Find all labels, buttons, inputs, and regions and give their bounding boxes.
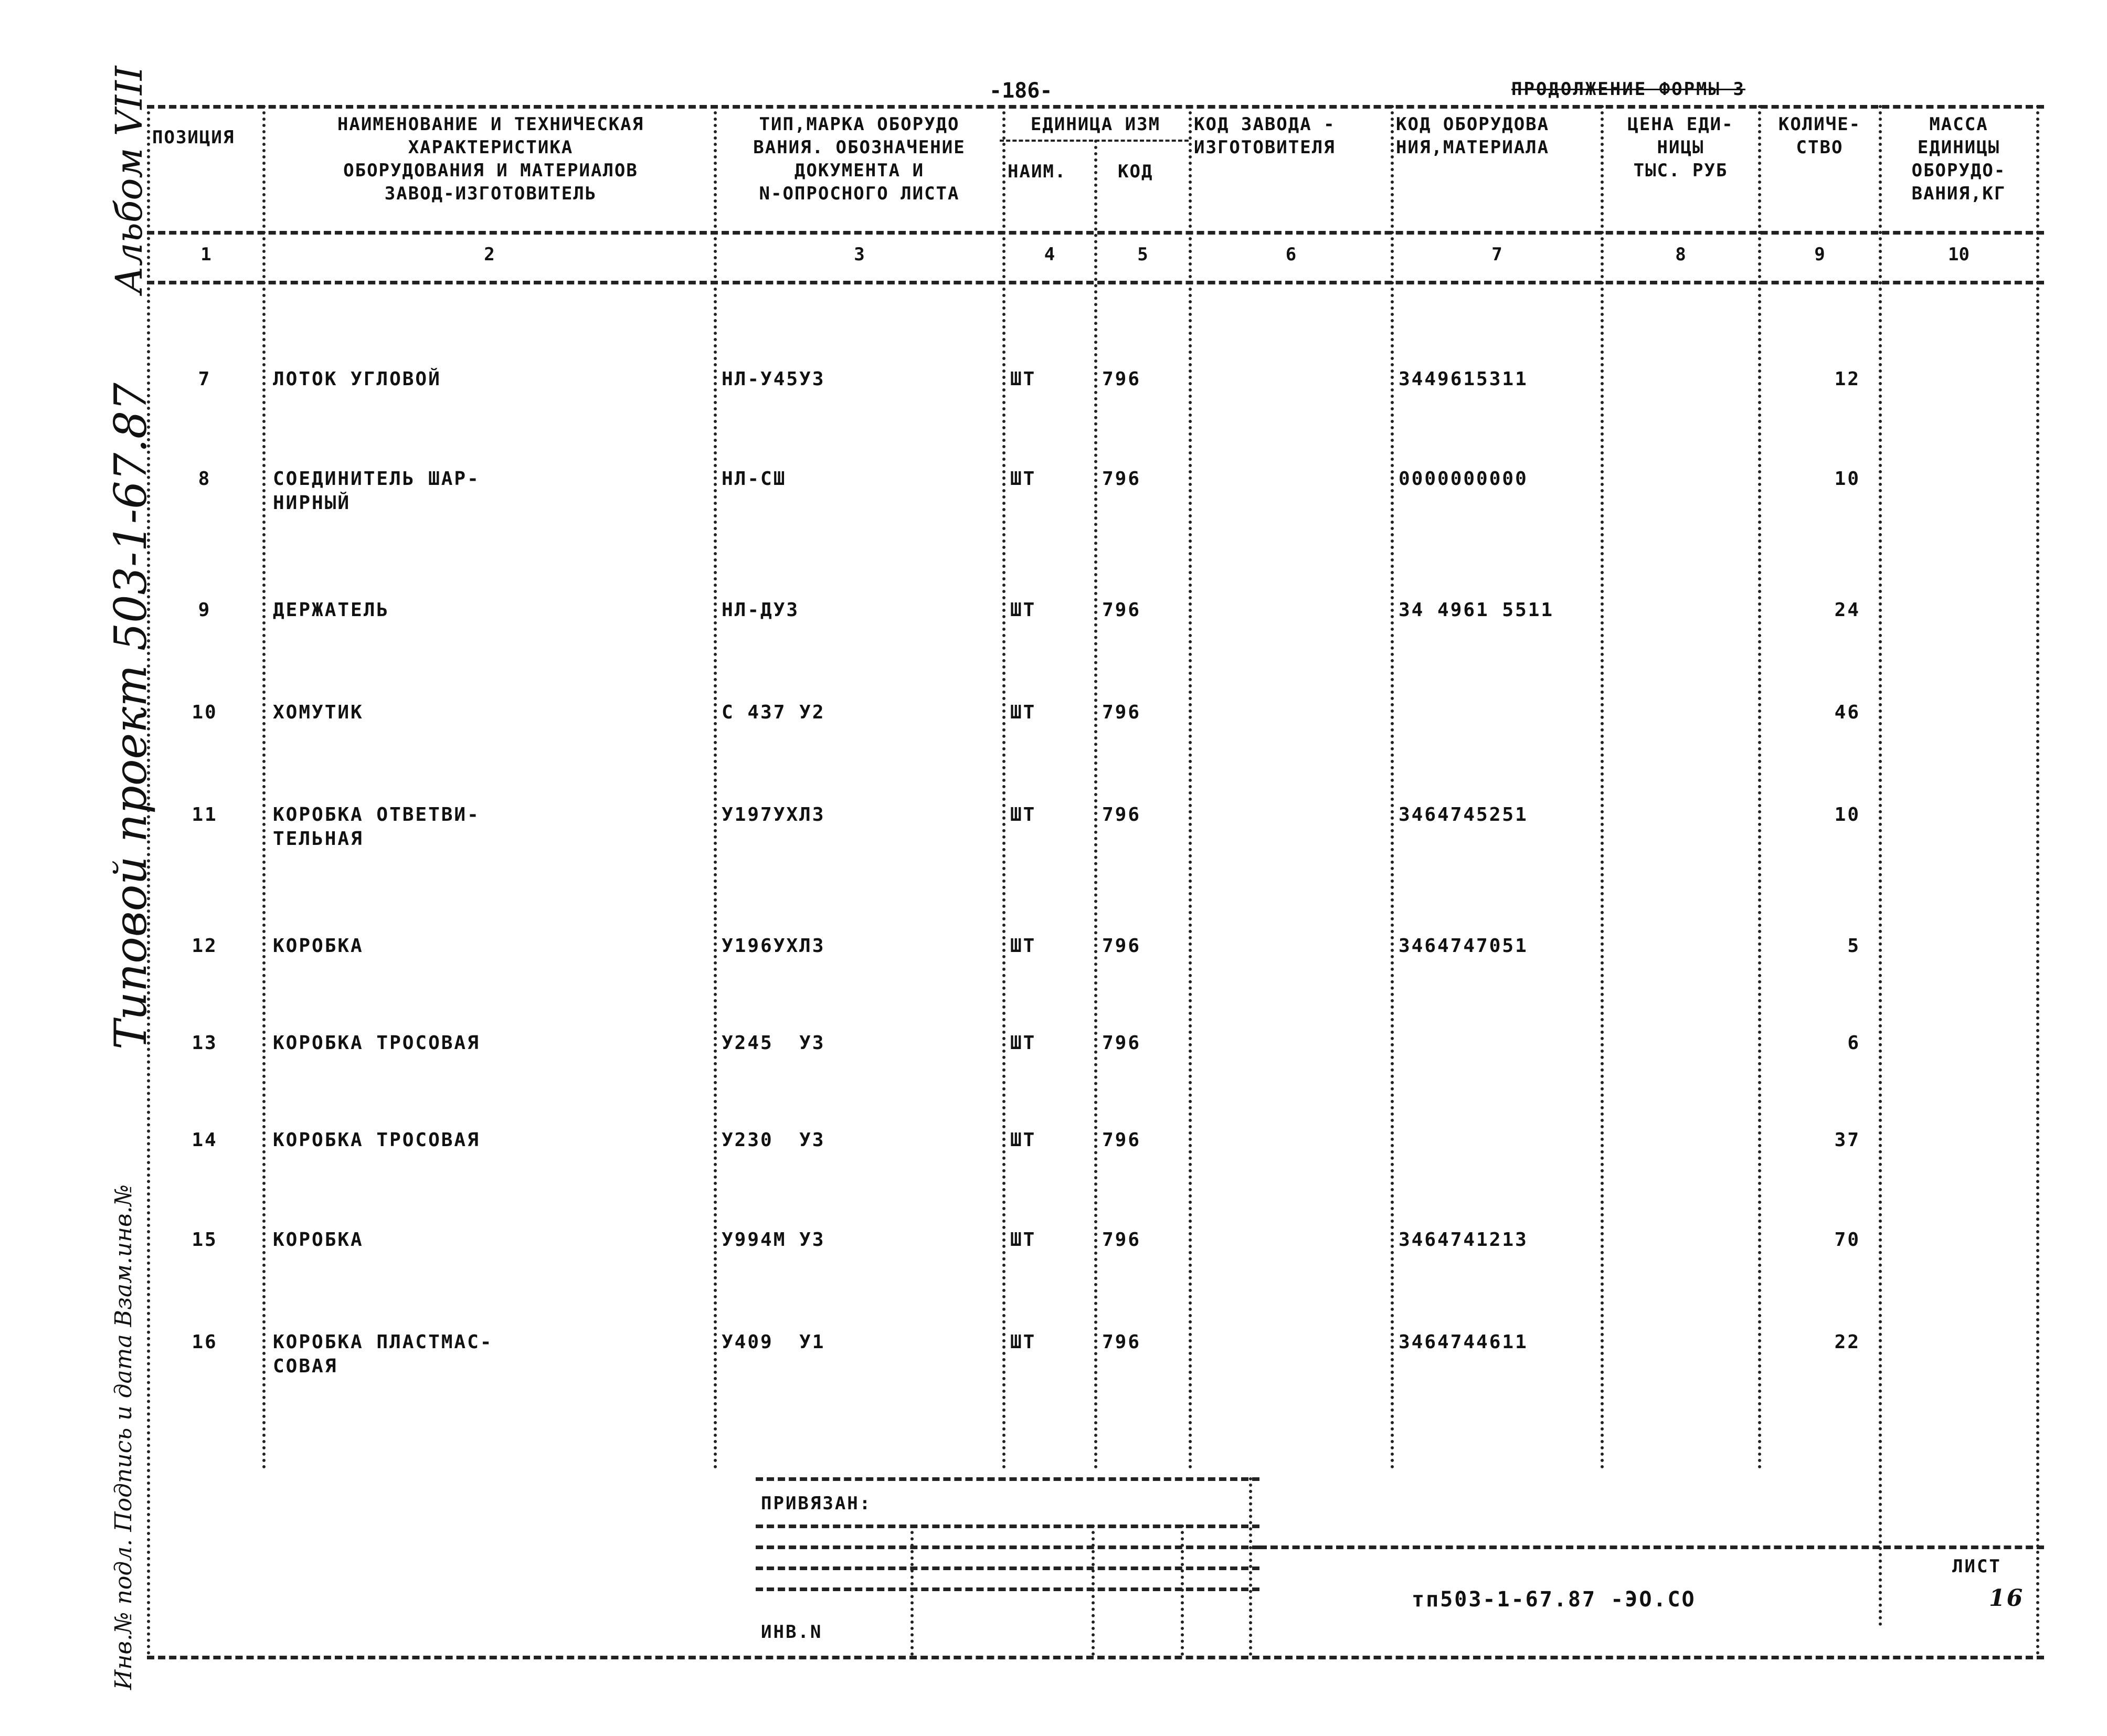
cell-qty: 5 — [1847, 935, 1860, 957]
cell-name: ЛОТОК УГЛОВОЙ — [273, 368, 441, 390]
cell-unit: ШТ — [1010, 804, 1036, 825]
sheet-label: ЛИСТ — [1952, 1556, 2002, 1577]
col-num-4: 4 — [1044, 244, 1055, 265]
cell-qty: 22 — [1834, 1331, 1860, 1353]
cell-name: КОРОБКА ТРОСОВАЯ — [273, 1032, 480, 1054]
cell-pos: 10 — [192, 702, 218, 723]
cell-type: НЛ-СШ — [722, 468, 787, 490]
cell-type: У197УХЛ3 — [722, 804, 825, 825]
cell-pos: 12 — [192, 935, 218, 957]
col-num-9: 9 — [1814, 244, 1825, 265]
document-code: тп503-1-67.87 -ЭО.СО — [1412, 1587, 1696, 1612]
col-num-1: 1 — [200, 244, 211, 265]
cell-code: 796 — [1102, 368, 1141, 390]
col-num-2: 2 — [484, 244, 495, 265]
cell-code: 796 — [1102, 1032, 1141, 1054]
cell-qty: 6 — [1847, 1032, 1860, 1054]
header-price: ЦЕНА ЕДИ- НИЦЫ ТЫС. РУБ — [1627, 114, 1734, 181]
header-mass: МАССА ЕДИНИЦЫ ОБОРУДО- ВАНИЯ,КГ — [1911, 114, 2006, 204]
cell-code: 796 — [1102, 1129, 1141, 1151]
cell-unit: ШТ — [1010, 1331, 1036, 1353]
cell-qty: 12 — [1834, 368, 1860, 390]
privyazan-label: ПРИВЯЗАН: — [761, 1493, 872, 1514]
cell-type: НЛ-У45У3 — [722, 368, 825, 390]
header-unit-name: НАИМ. — [1008, 161, 1067, 182]
cell-qty: 10 — [1834, 804, 1860, 825]
cell-unit: ШТ — [1010, 1032, 1036, 1054]
cell-unit: ШТ — [1010, 468, 1036, 490]
cell-type: НЛ-ДУ3 — [722, 599, 800, 621]
cell-type: У245 У3 — [722, 1032, 825, 1054]
cell-code: 796 — [1102, 599, 1141, 621]
cell-pos: 9 — [198, 599, 211, 621]
cell-name: КОРОБКА ПЛАСТМАС- СОВАЯ — [273, 1331, 493, 1377]
cell-pos: 14 — [192, 1129, 218, 1151]
cell-type: С 437 У2 — [722, 702, 825, 723]
cell-unit: ШТ — [1010, 599, 1036, 621]
cell-name: КОРОБКА ОТВЕТВИ- ТЕЛЬНАЯ — [273, 804, 480, 850]
sheet-number: 16 — [1989, 1585, 2025, 1612]
cell-unit: ШТ — [1010, 368, 1036, 390]
cell-code: 796 — [1102, 935, 1141, 957]
inventory-label: ИНВ.N — [761, 1622, 823, 1643]
col-num-6: 6 — [1285, 244, 1297, 265]
cell-pos: 8 — [198, 468, 211, 490]
cell-type: У196УХЛ3 — [722, 935, 825, 957]
cell-pos: 11 — [192, 804, 218, 825]
col-num-3: 3 — [854, 244, 865, 265]
album-label: Альбом VIII — [108, 66, 151, 294]
cell-unit: ШТ — [1010, 935, 1036, 957]
cell-qty: 37 — [1834, 1129, 1860, 1151]
header-unit: ЕДИНИЦА ИЗМ — [1030, 114, 1161, 135]
col-num-10: 10 — [1948, 244, 1970, 265]
cell-type: У409 У1 — [722, 1331, 825, 1353]
header-quantity: КОЛИЧЕ- СТВО — [1778, 114, 1861, 158]
project-label: Типовой проект 503-1-67.87 — [105, 383, 156, 1050]
header-item-code: КОД ОБОРУДОВА НИЯ,МАТЕРИАЛА — [1396, 114, 1550, 158]
cell-item-code: 3464745251 — [1399, 804, 1528, 825]
cell-pos: 15 — [192, 1229, 218, 1251]
cell-item-code: 34 4961 5511 — [1399, 599, 1554, 621]
cell-code: 796 — [1102, 1229, 1141, 1251]
col-num-5: 5 — [1137, 244, 1148, 265]
cell-code: 796 — [1102, 468, 1141, 490]
cell-qty: 46 — [1834, 702, 1860, 723]
stamp-label: Инв.№ подл. Подпись и дата Взам.инв.№ — [110, 1184, 137, 1690]
cell-name: КОРОБКА — [273, 935, 364, 957]
col-num-7: 7 — [1491, 244, 1502, 265]
header-name: НАИМЕНОВАНИЕ И ТЕХНИЧЕСКАЯ ХАРАКТЕРИСТИКА ОБОРУДОВАНИЯ И МАТЕРИАЛОВ ЗАВОД-ИЗГОТОВИТЕЛЬ — [337, 114, 644, 204]
cell-item-code: 3464741213 — [1399, 1229, 1528, 1251]
cell-item-code: 3464747051 — [1399, 935, 1528, 957]
cell-code: 796 — [1102, 804, 1141, 825]
cell-type: У994М У3 — [722, 1229, 825, 1251]
cell-pos: 13 — [192, 1032, 218, 1054]
cell-unit: ШТ — [1010, 1229, 1036, 1251]
cell-pos: 7 — [198, 368, 211, 390]
cell-item-code: 3464744611 — [1399, 1331, 1528, 1353]
cell-name: СОЕДИНИТЕЛЬ ШАР- НИРНЫЙ — [273, 468, 480, 514]
cell-type: У230 У3 — [722, 1129, 825, 1151]
cell-name: КОРОБКА ТРОСОВАЯ — [273, 1129, 480, 1151]
cell-item-code: 3449615311 — [1399, 368, 1528, 390]
cell-name: КОРОБКА — [273, 1229, 364, 1251]
cell-qty: 10 — [1834, 468, 1860, 490]
cell-qty: 70 — [1834, 1229, 1860, 1251]
cell-code: 796 — [1102, 702, 1141, 723]
cell-unit: ШТ — [1010, 702, 1036, 723]
cell-item-code: 0000000000 — [1399, 468, 1528, 490]
cell-unit: ШТ — [1010, 1129, 1036, 1151]
cell-name: ДЕРЖАТЕЛЬ — [273, 599, 390, 621]
header-position: ПОЗИЦИЯ — [152, 127, 235, 148]
form-label: ПРОДОЛЖЕНИЕ ФОРМЫ 3 — [1511, 79, 1745, 100]
cell-qty: 24 — [1834, 599, 1860, 621]
header-factory-code: КОД ЗАВОДА - ИЗГОТОВИТЕЛЯ — [1194, 114, 1336, 158]
header-unit-code: КОД — [1118, 161, 1153, 182]
page-number: -186- — [989, 79, 1053, 103]
cell-code: 796 — [1102, 1331, 1141, 1353]
cell-name: ХОМУТИК — [273, 702, 364, 723]
header-type: ТИП,МАРКА ОБОРУДО ВАНИЯ. ОБОЗНАЧЕНИЕ ДОКУМЕНТА И N-ОПРОСНОГО ЛИСТА — [753, 114, 966, 204]
cell-pos: 16 — [192, 1331, 218, 1353]
col-num-8: 8 — [1675, 244, 1686, 265]
